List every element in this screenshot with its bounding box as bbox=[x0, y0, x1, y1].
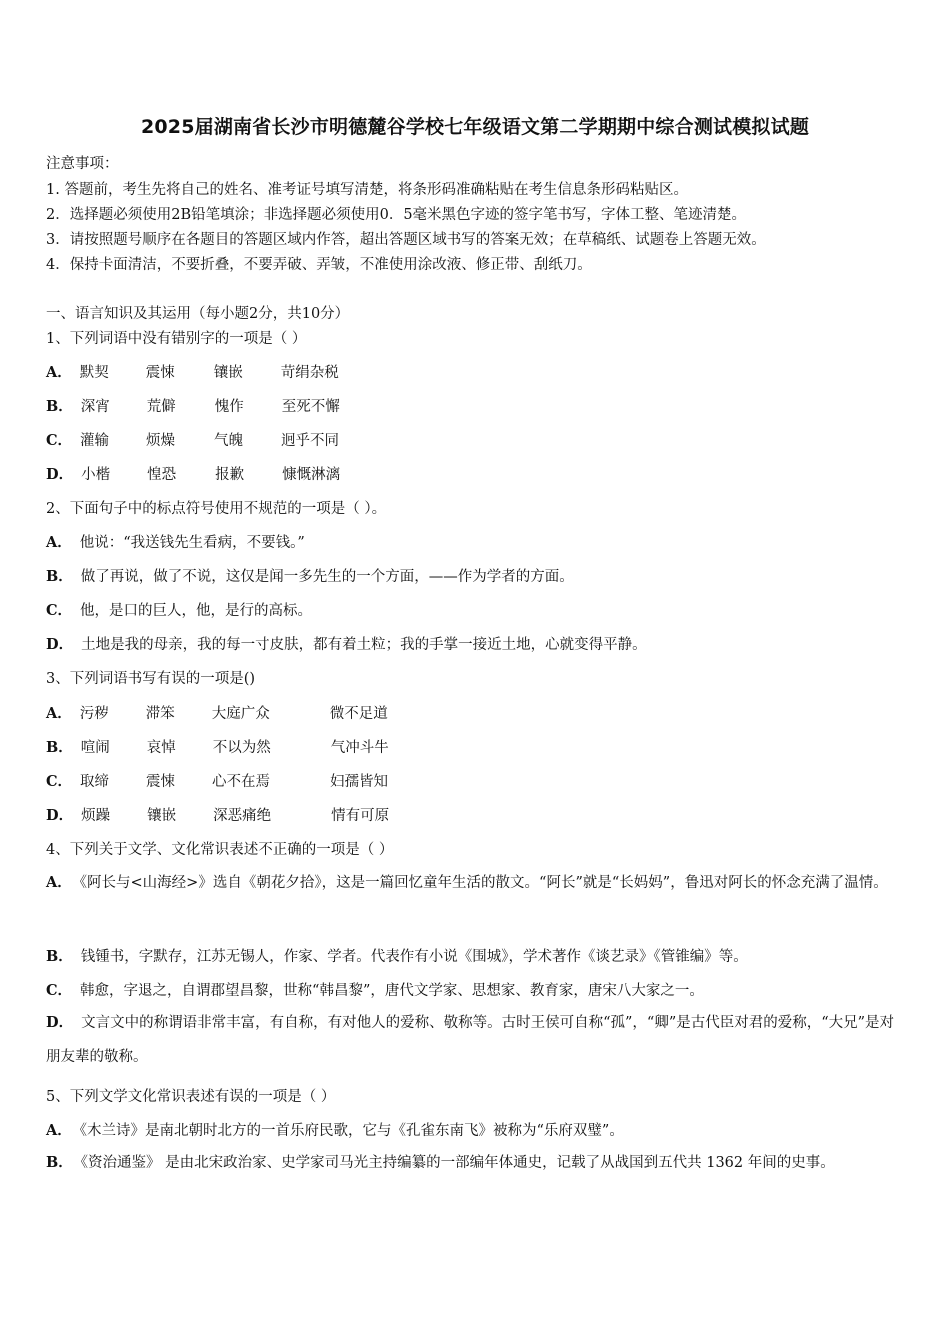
option-label: B． bbox=[46, 568, 73, 585]
option-text: 《木兰诗》是南北朝时北方的一首乐府民歌，它与《孔雀东南飞》被称为“乐府双璧”。 bbox=[79, 1123, 624, 1139]
option-text: 做了再说，做了不说，这仅是闻一多先生的一个方面，——作为学者的方面。 bbox=[80, 569, 574, 585]
option-word: 情有可原 bbox=[331, 808, 390, 824]
option-text: 韩愈，字退之，自谓郡望昌黎，世称“韩昌黎”，唐代文学家、思想家、教育家，唐宋八大家之一。 bbox=[80, 983, 704, 999]
q2-option-d bbox=[46, 633, 647, 654]
option-label: B． bbox=[46, 1154, 73, 1171]
q2-option-a bbox=[46, 531, 305, 552]
option-word: 愧作 bbox=[214, 399, 244, 415]
option-label: B． bbox=[46, 398, 73, 415]
question-3-stem: 3、下列词语书写有误的一项是() bbox=[46, 671, 256, 687]
q3-option-b bbox=[46, 736, 389, 757]
option-label: C． bbox=[46, 982, 73, 999]
option-word: 小楷 bbox=[81, 467, 111, 483]
q1-option-d bbox=[46, 463, 340, 484]
option-word: 震悚 bbox=[145, 365, 175, 381]
option-word: 大庭广众 bbox=[211, 706, 270, 722]
q4-option-c bbox=[46, 979, 704, 1000]
option-label: A． bbox=[46, 1122, 72, 1139]
option-text: 《资治通鉴》 是由北宋政治家、史学家司马光主持编纂的一部编年体通史，记载了从战国到五代共 1362 年间的史事。 bbox=[80, 1155, 835, 1171]
q3-option-d bbox=[46, 804, 389, 825]
question-5-stem: 5、下列文学文化常识表述有误的一项是（ ） bbox=[46, 1089, 336, 1105]
q1-option-a bbox=[46, 361, 339, 382]
page-title: 2025届湖南省长沙市明德麓谷学校七年级语文第二学期期中综合测试模拟试题 bbox=[140, 116, 810, 138]
notice-item-3: 3．请按照题号顺序在各题目的答题区域内作答，超出答题区域书写的答案无效；在草稿纸、试题卷上答题无效。 bbox=[46, 232, 766, 248]
option-word: 气冲斗牛 bbox=[330, 740, 389, 756]
q1-option-c bbox=[46, 429, 339, 450]
question-4-stem: 4、下列关于文学、文化常识表述不正确的一项是（ ） bbox=[46, 842, 394, 858]
option-text: 文言文中的称谓语非常丰富，有自称，有对他人的爱称、敬称等。古时王侯可自称“孤”，“卿”是古代臣对君的爱称，“大兄”是对朋友辈的敬称。 bbox=[46, 1015, 895, 1065]
option-word: 深宵 bbox=[80, 399, 110, 415]
option-word: 不以为然 bbox=[212, 740, 271, 756]
option-word: 烦躁 bbox=[81, 808, 111, 824]
option-label: A． bbox=[46, 874, 72, 891]
notice-heading: 注意事项： bbox=[46, 156, 119, 172]
option-word: 灌输 bbox=[80, 433, 110, 449]
option-word: 烦燥 bbox=[146, 433, 176, 449]
option-label: A． bbox=[46, 705, 72, 722]
option-word: 污秽 bbox=[79, 706, 109, 722]
option-word: 至死不懈 bbox=[281, 399, 340, 415]
option-label: A． bbox=[46, 364, 72, 381]
option-label: D． bbox=[46, 1014, 74, 1031]
option-word: 荒僻 bbox=[146, 399, 176, 415]
option-word: 苛绢杂税 bbox=[280, 365, 339, 381]
option-word: 慷慨淋漓 bbox=[282, 467, 341, 483]
option-word: 镶嵌 bbox=[147, 808, 177, 824]
option-word: 妇孺皆知 bbox=[330, 774, 389, 790]
option-word: 心不在焉 bbox=[212, 774, 271, 790]
q4-option-d bbox=[46, 1006, 906, 1074]
option-label: D． bbox=[46, 807, 74, 824]
q5-option-b bbox=[46, 1146, 906, 1180]
option-word: 默契 bbox=[79, 365, 109, 381]
option-text: 钱锺书，字默存，江苏无锡人，作家、学者。代表作有小说《围城》，学术著作《谈艺录》《管锥编》等。 bbox=[80, 949, 748, 965]
option-text: 土地是我的母亲，我的每一寸皮肤，都有着土粒；我的手掌一接近土地，心就变得平静。 bbox=[81, 637, 647, 653]
option-label: C． bbox=[46, 432, 73, 449]
option-label: B． bbox=[46, 948, 73, 965]
notice-item-1: 1. 答题前，考生先将自己的姓名、准考证号填写清楚，将条形码准确粘贴在考生信息条形码粘贴区。 bbox=[46, 182, 688, 198]
question-1-stem: 1、下列词语中没有错别字的一项是（ ） bbox=[46, 331, 307, 347]
q3-option-a bbox=[46, 702, 388, 723]
q2-option-b bbox=[46, 565, 574, 586]
option-word: 深恶痛绝 bbox=[213, 808, 272, 824]
option-word: 微不足道 bbox=[329, 706, 388, 722]
option-label: D． bbox=[46, 466, 74, 483]
option-word: 滞笨 bbox=[145, 706, 175, 722]
option-word: 镶嵌 bbox=[213, 365, 243, 381]
q3-option-c bbox=[46, 770, 388, 791]
q4-option-a bbox=[46, 866, 906, 900]
option-word: 震悚 bbox=[146, 774, 176, 790]
q1-option-b bbox=[46, 395, 340, 416]
option-label: B． bbox=[46, 739, 73, 756]
section-heading: 一、语言知识及其运用（每小题2分，共10分） bbox=[46, 306, 350, 322]
option-word: 惶恐 bbox=[147, 467, 177, 483]
notice-item-2: 2．选择题必须使用2B铅笔填涂；非选择题必须使用0．5毫米黑色字迹的签字笔书写，字体工整、笔迹清楚。 bbox=[46, 207, 747, 223]
option-text: 他，是口的巨人，他，是行的高标。 bbox=[80, 603, 313, 619]
option-label: A． bbox=[46, 534, 72, 551]
notice-item-4: 4．保持卡面清洁，不要折叠，不要弄破、弄皱，不准使用涂改液、修正带、刮纸刀。 bbox=[46, 257, 592, 273]
option-text: 他说：“我送钱先生看病，不要钱。” bbox=[79, 535, 305, 551]
option-label: C． bbox=[46, 602, 73, 619]
q4-option-b bbox=[46, 945, 748, 966]
q2-option-c bbox=[46, 599, 312, 620]
question-2-stem: 2、下面句子中的标点符号使用不规范的一项是（ ）。 bbox=[46, 501, 387, 517]
option-label: C． bbox=[46, 773, 73, 790]
option-word: 迥乎不同 bbox=[281, 433, 340, 449]
option-word: 报歉 bbox=[215, 467, 245, 483]
option-word: 取缔 bbox=[80, 774, 110, 790]
option-text: 《阿长与<山海经>》选自《朝花夕拾》，这是一篇回忆童年生活的散文。“阿长”就是“长妈妈”，鲁迅对阿长的怀念充满了温情。 bbox=[79, 875, 888, 891]
option-word: 气魄 bbox=[214, 433, 244, 449]
option-word: 哀悼 bbox=[146, 740, 176, 756]
option-label: D． bbox=[46, 636, 74, 653]
option-word: 喧闹 bbox=[80, 740, 110, 756]
q5-option-a bbox=[46, 1119, 624, 1140]
